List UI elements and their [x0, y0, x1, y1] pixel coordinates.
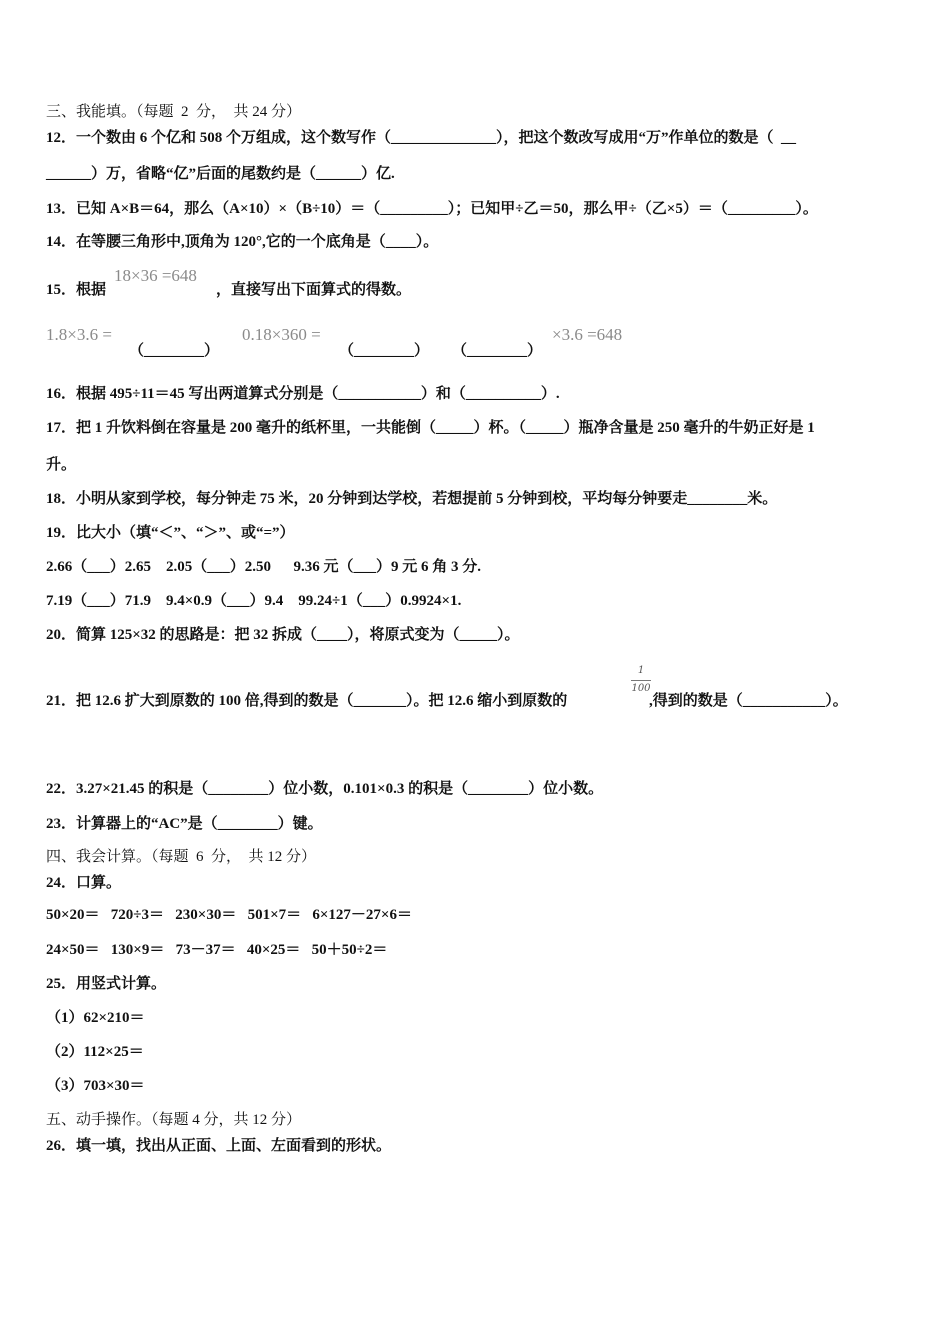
- question-15-expression-2: 0.18×360 =: [242, 325, 321, 344]
- section-4-heading: 四、我会计算。（每题 6 分， 共 12 分）: [46, 849, 317, 865]
- question-25-item-2: （2）112×25＝: [46, 1044, 144, 1060]
- question-15-expression-1: 1.8×3.6 =: [46, 325, 112, 344]
- question-24-title: 24．口算。: [46, 875, 122, 891]
- question-12-line-1: 12．一个数由 6 个亿和 508 个万组成，这个数写作（______________），把这个数改写成用“万”作单位的数是（ __: [46, 130, 797, 146]
- question-21-fraction-numerator: 1: [637, 665, 645, 676]
- question-15-answer-blank-1[interactable]: （________）: [129, 343, 220, 359]
- section-3-heading: 三、我能填。（每题 2 分， 共 24 分）: [46, 104, 302, 120]
- question-15-suffix: ，直接写出下面算式的得数。: [216, 282, 412, 298]
- question-25-item-3: （3）703×30＝: [46, 1078, 145, 1094]
- question-25-title: 25．用竖式计算。: [46, 976, 167, 992]
- question-19-row-2: 7.19（___）71.9 9.4×0.9（___）9.4 99.24÷1（___）0.9924×1.: [46, 593, 462, 609]
- question-15-answer-blank-2[interactable]: （________）: [339, 343, 430, 359]
- question-19-title: 19．比大小（填“＜”、“＞”、或“=”）: [46, 525, 295, 541]
- question-13: 13．已知 A×B＝64，那么（A×10）×（B÷10）＝（_________）；已知甲÷乙＝50，那么甲÷（乙×5）＝（_________）。: [46, 201, 818, 217]
- question-17-line-1: 17．把 1 升饮料倒在容量是 200 毫升的纸杯里，一共能倒（_____）杯。（_____）瓶净含量是 250 毫升的牛奶正好是 1: [46, 420, 815, 436]
- question-25-item-1: （1）62×210＝: [46, 1010, 145, 1026]
- question-15-prefix: 15．根据: [46, 282, 107, 298]
- question-21-part-2: ,得到的数是（___________）。: [649, 693, 848, 709]
- section-5-heading: 五、动手操作。（每题 4 分，共 12 分）: [46, 1112, 302, 1128]
- question-15-formula: 18×36 =648: [114, 266, 197, 285]
- question-24-row-2: 24×50＝ 130×9＝ 73－37＝ 40×25＝ 50＋50÷2＝: [46, 942, 388, 958]
- question-15-answer-blank-3[interactable]: （________）: [452, 343, 543, 359]
- question-26: 26．填一填，找出从正面、上面、左面看到的形状。: [46, 1138, 392, 1154]
- question-18: 18．小明从家到学校，每分钟走 75 米，20 分钟到达学校，若想提前 5 分钟到校，平均每分钟要走________米。: [46, 491, 778, 507]
- question-22: 22．3.27×21.45 的积是（________）位小数，0.101×0.3 的积是（________）位小数。: [46, 781, 604, 797]
- question-19-row-1: 2.66（___）2.65 2.05（___）2.50 9.36 元（___）9 元 6 角 3 分.: [46, 559, 482, 575]
- question-23: 23．计算器上的“AC”是（________）键。: [46, 816, 323, 832]
- question-21-fraction-denominator: 100: [631, 683, 651, 694]
- question-20: 20．简算 125×32 的思路是：把 32 拆成（____），将原式变为（_____）。: [46, 627, 520, 643]
- question-15-expression-3: ×3.6 =648: [552, 325, 623, 344]
- question-21-fraction-bar: [631, 680, 651, 681]
- question-14: 14．在等腰三角形中,顶角为 120°,它的一个底角是（____）。: [46, 234, 439, 250]
- question-24-row-1: 50×20＝ 720÷3＝ 230×30＝ 501×7＝ 6×127－27×6＝: [46, 907, 412, 923]
- question-17-line-2: 升。: [46, 457, 77, 473]
- question-21-part-1: 21．把 12.6 扩大到原数的 100 倍,得到的数是（_______）。把 12.6 缩小到原数的: [46, 693, 568, 709]
- question-16: 16．根据 495÷11＝45 写出两道算式分别是（___________）和（__________）.: [46, 386, 560, 402]
- question-12-line-2: ______）万，省略“亿”后面的尾数约是（______）亿.: [46, 166, 395, 182]
